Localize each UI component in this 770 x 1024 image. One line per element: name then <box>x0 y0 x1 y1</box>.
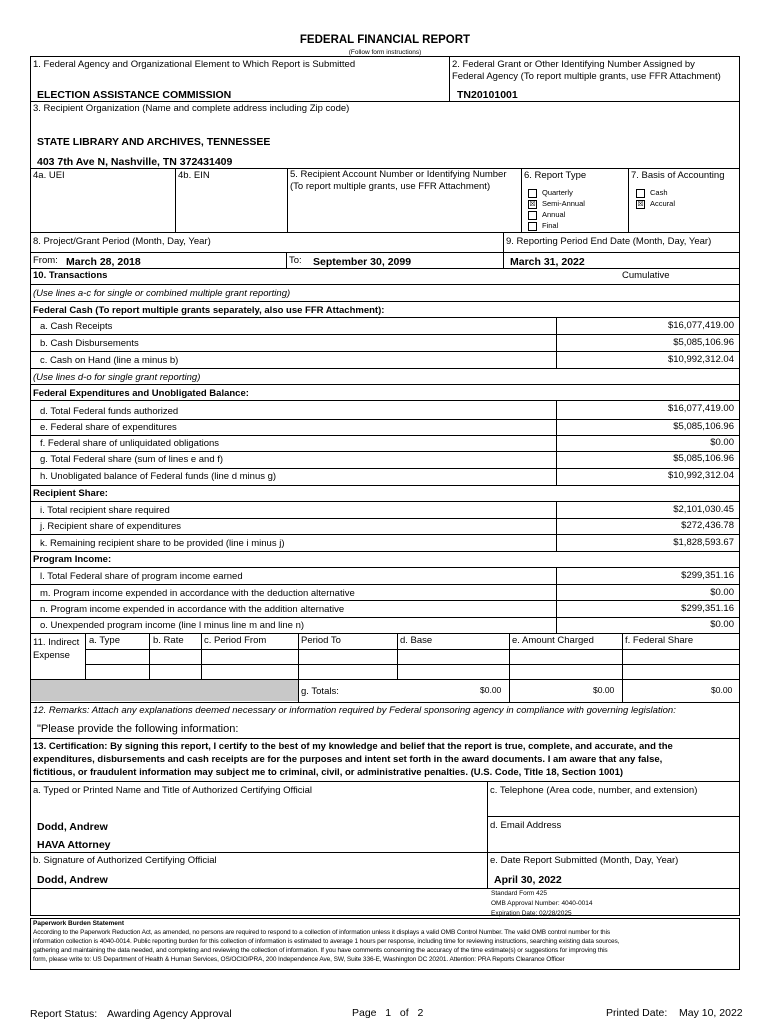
omb-approval-number: OMB Approval Number: 4040-0014 <box>491 900 593 907</box>
accounting-accrual[interactable]: ☒ Accural <box>637 199 676 208</box>
table-row: f. Federal share of unliquidated obligations $0.00 <box>40 437 734 449</box>
indirect-col-rate: b. Rate <box>153 635 184 646</box>
cert-b-label: b. Signature of Authorized Certifying Official <box>33 855 217 866</box>
box9-label: 9. Reporting Period End Date (Month, Day, Year) <box>506 236 712 247</box>
burden-text-line1: According to the Paperwork Reduction Act, as amended, no persons are required to respond to a collection of information unless it displays a valid OMB Control Number. The valid OMB control number for this <box>33 929 611 936</box>
box1-label: 1. Federal Agency and Organizational Element to Which Report is Submitted <box>33 59 356 70</box>
burden-text-line2: information collection is 4040-0014. Public reporting burden for this collection of information is estimated to average 1 hours per response, including time for reviewing instructions, searching existing data sources, <box>33 938 620 945</box>
total-federal-share: $0.00 <box>711 685 733 695</box>
cert-d-label: d. Email Address <box>490 820 562 831</box>
box8-label: 8. Project/Grant Period (Month, Day, Year) <box>33 236 211 247</box>
box5-label-line2: (To report multiple grants, use FFR Attachment) <box>290 181 491 192</box>
indirect-col-period-to: Period To <box>301 635 341 646</box>
recipient-share-heading: Recipient Share: <box>33 488 108 499</box>
grant-number: TN20101001 <box>457 89 518 101</box>
indirect-label-line1: 11. Indirect <box>33 637 80 648</box>
totals-shaded-area <box>31 680 298 701</box>
box3-label: 3. Recipient Organization (Name and complete address including Zip code) <box>33 103 350 114</box>
period-to: September 30, 2099 <box>313 256 412 268</box>
to-label: To: <box>289 255 302 266</box>
indirect-col-type: a. Type <box>89 635 120 646</box>
total-base: $0.00 <box>480 685 502 695</box>
table-row: k. Remaining recipient share to be provided (line i minus j) $1,828,593.67 <box>40 537 734 549</box>
cert-c-label: c. Telephone (Area code, number, and extension) <box>490 785 698 796</box>
report-type-final[interactable]: Final <box>528 221 558 231</box>
burden-heading: Paperwork Burden Statement <box>33 920 125 927</box>
certifier-name: Dodd, Andrew <box>37 821 108 833</box>
burden-text-line4: form, please write to: US Department of Health & Human Services, OS/OCIO/PRA, 200 Independence Ave, SW, Suite 336-E, Washington DC 20201. Attention: PRA Reports Clearance Officer <box>33 956 565 963</box>
table-row: g. Total Federal share (sum of lines e and f) $5,085,106.96 <box>40 453 734 465</box>
date-submitted: April 30, 2022 <box>494 874 562 886</box>
box6-label: 6. Report Type <box>524 170 587 181</box>
program-income-heading: Program Income: <box>33 554 112 565</box>
certifier-title: HAVA Attorney <box>37 839 111 851</box>
table-row: m. Program income expended in accordance with the deduction alternative $0.00 <box>40 587 734 599</box>
note-lines-a-c: (Use lines a-c for single or combined multiple grant reporting) <box>33 288 291 299</box>
box2-label-line2: Federal Agency (To report multiple grants, use FFR Attachment) <box>452 71 721 82</box>
indirect-label-line2: Expense <box>33 650 70 661</box>
report-status-label: Report Status: <box>30 1008 98 1020</box>
table-row: c. Cash on Hand (line a minus b) $10,992,312.04 <box>40 354 734 366</box>
table-row: a. Cash Receipts $16,077,419.00 <box>40 320 734 332</box>
indirect-col-period-from: c. Period From <box>204 635 267 646</box>
indirect-col-base: d. Base <box>400 635 433 646</box>
printed-date-label: Printed Date: <box>606 1007 668 1019</box>
table-row: e. Federal share of expenditures $5,085,106.96 <box>40 421 734 433</box>
certification-text-line1: 13. Certification: By signing this report, I certify to the best of my knowledge and belief that the report is true, complete, and accurate, and the <box>33 741 673 752</box>
recipient-address: 403 7th Ave N, Nashville, TN 372431409 <box>37 156 233 168</box>
box10-label: 10. Transactions <box>33 270 108 281</box>
totals-label: g. Totals: <box>301 686 339 697</box>
table-row: n. Program income expended in accordance with the addition alternative $299,351.16 <box>40 603 734 615</box>
report-type-annual[interactable]: Annual <box>528 210 565 220</box>
table-row: j. Recipient share of expenditures $272,436.78 <box>40 520 734 532</box>
from-label: From: <box>33 255 58 266</box>
federal-cash-heading: Federal Cash (To report multiple grants separately, also use FFR Attachment): <box>33 305 385 316</box>
table-row: h. Unobligated balance of Federal funds (line d minus g) $10,992,312.04 <box>40 470 734 482</box>
table-row: o. Unexpended program income (line l minus line m and line n) $0.00 <box>40 619 734 631</box>
form-title: FEDERAL FINANCIAL REPORT <box>299 34 471 46</box>
federal-expenditures-heading: Federal Expenditures and Unobligated Balance: <box>33 388 249 399</box>
box5-label-line1: 5. Recipient Account Number or Identifying Number <box>290 169 507 180</box>
indirect-col-amount-charged: e. Amount Charged <box>512 635 594 646</box>
report-type-quarterly[interactable]: Quarterly <box>528 188 573 198</box>
total-amount-charged: $0.00 <box>593 685 615 695</box>
table-row: i. Total recipient share required $2,101,030.45 <box>40 504 734 516</box>
certifier-signature: Dodd, Andrew <box>37 874 108 886</box>
table-row: d. Total Federal funds authorized $16,077,419.00 <box>40 403 734 417</box>
certification-text-line3: fictitious, or fraudulent information may subject me to criminal, civil, or administrative penalties. (U.S. Code, Title 18, Section 1001) <box>33 767 624 778</box>
cumulative-label: Cumulative <box>622 270 670 281</box>
box4a-label: 4a. UEI <box>33 170 65 181</box>
certification-text-line2: expenditures, disbursements and cash receipts are for the purposes and intent set forth in the award documents. I am aware that any false, <box>33 754 663 765</box>
standard-form-number: Standard Form 425 <box>491 890 548 897</box>
table-row: l. Total Federal share of program income earned $299,351.16 <box>40 570 734 582</box>
recipient-name: STATE LIBRARY AND ARCHIVES, TENNESSEE <box>37 136 271 148</box>
agency-name: ELECTION ASSISTANCE COMMISSION <box>37 89 232 101</box>
indirect-col-federal-share: f. Federal Share <box>625 635 694 646</box>
form-subtitle: (Follow form instructions) <box>348 49 422 56</box>
box7-label: 7. Basis of Accounting <box>631 170 725 181</box>
box2-label-line1: 2. Federal Grant or Other Identifying Number Assigned by <box>452 59 695 70</box>
remarks-value: "Please provide the following information: <box>37 723 239 735</box>
note-lines-d-o: (Use lines d-o for single grant reporting) <box>33 372 201 383</box>
page-indicator: Page 1 of 2 <box>352 1007 424 1019</box>
table-row: b. Cash Disbursements $5,085,106.96 <box>40 337 734 349</box>
printed-date-value: May 10, 2022 <box>679 1007 743 1019</box>
period-end-date: March 31, 2022 <box>510 256 585 268</box>
burden-text-line3: gathering and maintaining the data needed, and completing and reviewing the collection of information. If you have comments concerning the accuracy of the time estimate(s) or suggestions for improving this <box>33 947 608 954</box>
report-status-value: Awarding Agency Approval <box>107 1008 232 1020</box>
cert-a-label: a. Typed or Printed Name and Title of Authorized Certifying Official <box>33 785 312 796</box>
report-type-semi-annual[interactable]: ☒ Semi-Annual <box>529 199 585 208</box>
box4b-label: 4b. EIN <box>178 170 210 181</box>
cert-e-label: e. Date Report Submitted (Month, Day, Year) <box>490 855 679 866</box>
period-from: March 28, 2018 <box>66 256 141 268</box>
remarks-label: 12. Remarks: Attach any explanations deemed necessary or information required by Federal sponsoring agency in compliance with governing legislation: <box>33 705 676 716</box>
accounting-cash[interactable]: Cash <box>636 188 668 198</box>
expiration-date: Expiration Date: 02/28/2025 <box>491 910 572 917</box>
